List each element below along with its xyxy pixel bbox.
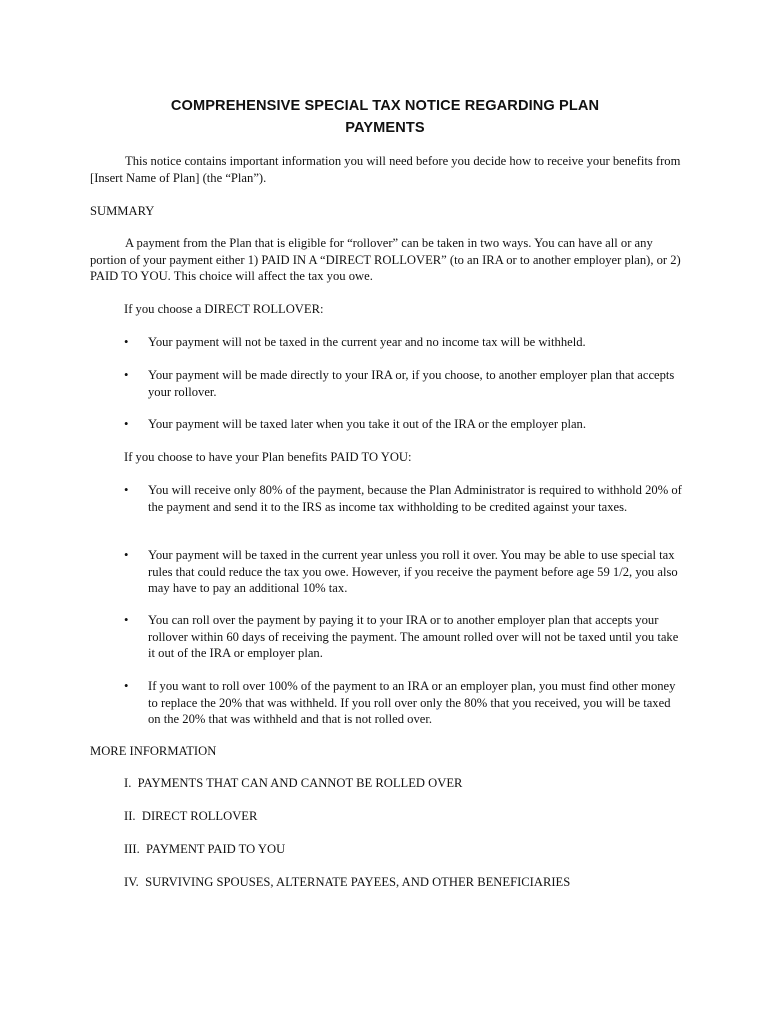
item-label: SURVIVING SPOUSES, ALTERNATE PAYEES, AND OTHER BENEFICIARIES <box>145 875 571 889</box>
document-title <box>90 95 680 139</box>
summary-heading: SUMMARY <box>90 204 155 218</box>
item-number: II. <box>124 809 139 823</box>
bullet-icon: • <box>124 335 129 349</box>
bullet-text: You will receive only 80% of the payment, because the Plan Administrator is required to withhold 20% of the payment and send it to the IRS as income tax withholding to be credited against your taxes. <box>148 483 682 514</box>
item-number: IV. <box>124 875 142 889</box>
more-info-item <box>124 808 684 825</box>
bullet-text: If you want to roll over 100% of the payment to an IRA or an employer plan, you must find other money to replace the 20% that was withheld. If you roll over only the 80% that you received, you will be taxed on the 20% that was withheld and that is not rolled over. <box>148 679 676 726</box>
more-info-heading: MORE INFORMATION <box>90 744 217 758</box>
bullet-text: Your payment will be taxed later when you take it out of the IRA or the employer plan. <box>148 417 587 431</box>
paid-to-you-intro: If you choose to have your Plan benefits PAID TO YOU: <box>124 450 412 464</box>
bullet-icon: • <box>124 368 129 382</box>
more-info-item <box>124 775 684 792</box>
item-label: DIRECT ROLLOVER <box>141 809 258 823</box>
bullet-icon: • <box>124 548 129 562</box>
item-number: III. <box>124 842 143 856</box>
bullet-text: Your payment will not be taxed in the current year and no income tax will be withheld. <box>148 335 586 349</box>
bullet-icon: • <box>124 679 129 693</box>
more-info-item <box>124 841 684 858</box>
more-info-item <box>124 874 684 891</box>
bullet-icon: • <box>124 483 129 497</box>
intro-paragraph: This notice contains important information you will need before you decide how to receive your benefits from [Insert Name of Plan] (the “Plan”). <box>90 154 681 185</box>
item-label: PAYMENTS THAT CAN AND CANNOT BE ROLLED OVER <box>137 776 463 790</box>
title-line-1: COMPREHENSIVE SPECIAL TAX NOTICE REGARDING PLAN <box>170 98 600 114</box>
item-number: I. <box>124 776 135 790</box>
bullet-icon: • <box>124 613 129 627</box>
summary-paragraph: A payment from the Plan that is eligible for “rollover” can be taken in two ways. You can have all or any portion of your payment either 1) PAID IN A “DIRECT ROLLOVER” (to an IRA or to another employer plan), or 2) PAID TO YOU. This choice will affect the tax you owe. <box>90 236 681 283</box>
title-line-2: PAYMENTS <box>345 120 425 136</box>
direct-rollover-intro: If you choose a DIRECT ROLLOVER: <box>124 302 324 316</box>
bullet-text: Your payment will be taxed in the current year unless you roll it over. You may be able to use special tax rules that could reduce the tax you owe. However, if you receive the payment before age 59 1/2, you also may have to pay an additional 10% tax. <box>148 548 678 595</box>
bullet-text: You can roll over the payment by paying it to your IRA or to another employer plan that accepts your rollover within 60 days of receiving the payment. The amount rolled over will not be taxed until you take it out of the IRA or employer plan. <box>148 613 679 660</box>
item-label: PAYMENT PAID TO YOU <box>146 842 286 856</box>
bullet-text: Your payment will be made directly to your IRA or, if you choose, to another employer plan that accepts your rollover. <box>148 368 675 399</box>
bullet-icon: • <box>124 417 129 431</box>
